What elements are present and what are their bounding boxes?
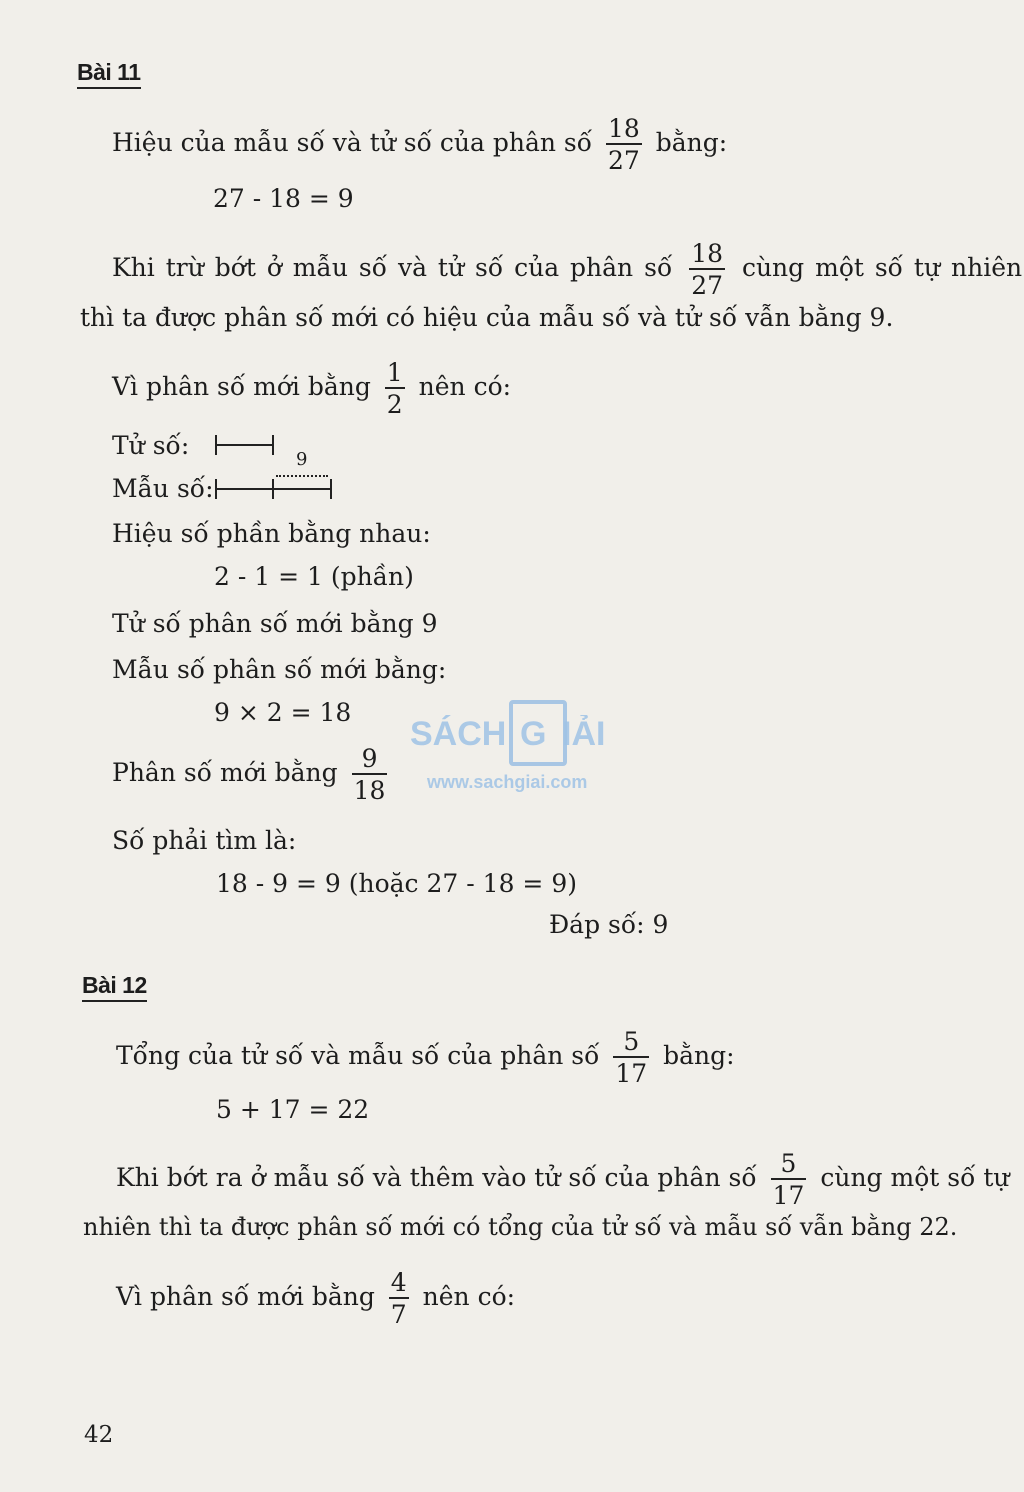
bai11-line1-text: Hiệu của mẫu số và tử số của phân số [112, 128, 593, 157]
bai12-line2-text: Khi bớt ra ở mẫu số và thêm vào tử số của phân số [116, 1163, 757, 1192]
bai11-line4-text: Vì phân số mới bằng [112, 372, 371, 401]
fraction-18-27 [689, 241, 725, 298]
bai12-line2 [116, 1151, 1009, 1208]
bai11-phan-so-moi-text: Phân số mới bằng [112, 758, 338, 787]
fraction-5-17 [613, 1029, 649, 1086]
diagram-gap-label: 9 [296, 449, 308, 470]
frac-numerator: 5 [780, 1149, 797, 1178]
frac-numerator: 18 [691, 239, 723, 268]
bai11-calc1: 27 - 18 = 9 [213, 184, 354, 213]
watermark-brand-right: IẢI [562, 715, 606, 753]
watermark-brand-left: SÁCH [410, 715, 507, 753]
bai11-line4 [112, 360, 511, 417]
bai11-line2 [112, 241, 1022, 298]
bai11-hieu-label: Hiệu số phần bằng nhau: [112, 519, 431, 548]
frac-denominator: 27 [689, 268, 725, 298]
fraction-1-2 [385, 360, 405, 417]
fraction-5-17 [771, 1151, 807, 1208]
bai11-mau-moi-calc: 9 × 2 = 18 [214, 698, 352, 727]
frac-denominator: 7 [389, 1297, 409, 1327]
bai12-line1-post: bằng: [663, 1041, 735, 1070]
bai12-line1-text: Tổng của tử số và mẫu số của phân số [116, 1041, 600, 1070]
bai11-line3: thì ta được phân số mới có hiệu của mẫu số và tử số vẫn bằng 9. [80, 303, 894, 332]
bai12-line4 [116, 1270, 515, 1327]
bai11-line4-post: nên có: [418, 372, 512, 401]
bai11-phan-so-moi [112, 746, 393, 803]
bai11-line1 [112, 116, 727, 173]
frac-denominator: 17 [771, 1178, 807, 1208]
bai12-heading: Bài 12 [82, 971, 147, 1002]
bai12-line4-post: nên có: [422, 1282, 516, 1311]
watermark-brand-mid: G [520, 715, 547, 753]
bai12-line2-post: cùng một số tự [820, 1163, 1010, 1192]
bai12-line1 [116, 1029, 735, 1086]
bai12-calc1: 5 + 17 = 22 [216, 1095, 370, 1124]
bai11-mau-moi-label: Mẫu số phân số mới bằng: [112, 655, 447, 684]
watermark-url: www.sachgiai.com [427, 772, 588, 792]
frac-numerator: 9 [361, 744, 378, 773]
frac-numerator: 18 [607, 114, 640, 143]
frac-denominator: 27 [606, 143, 642, 173]
bai11-hieu-calc: 2 - 1 = 1 (phần) [214, 562, 414, 591]
diagram-mau-label: Mẫu số: [112, 474, 214, 503]
bai11-heading: Bài 11 [77, 58, 141, 89]
frac-numerator: 4 [390, 1268, 407, 1297]
bai11-line1-post: bằng: [655, 128, 728, 157]
bai11-line2-post: cùng một số tự nhiên [741, 253, 1023, 282]
frac-numerator: 5 [623, 1027, 640, 1056]
bai12-line4-text: Vì phân số mới bằng [116, 1282, 375, 1311]
fraction-18-27 [606, 116, 642, 173]
bai11-tu-moi: Tử số phân số mới bằng 9 [112, 609, 438, 638]
bai11-line2-text: Khi trừ bớt ở mẫu số và tử số của phân số [112, 253, 673, 282]
frac-denominator: 17 [613, 1056, 649, 1086]
fraction-4-7 [389, 1270, 409, 1327]
diagram-tu-label: Tử số: [112, 431, 190, 460]
bai11-so-phai-tim-calc: 18 - 9 = 9 (hoặc 27 - 18 = 9) [216, 869, 577, 898]
frac-denominator: 18 [352, 773, 388, 803]
bai11-so-phai-tim-label: Số phải tìm là: [112, 826, 297, 855]
page-number: 42 [84, 1422, 114, 1448]
frac-numerator: 1 [386, 358, 403, 387]
frac-denominator: 2 [385, 387, 405, 417]
bai12-line3: nhiên thì ta được phân số mới có tổng của tử số và mẫu số vẫn bằng 22. [83, 1213, 958, 1241]
bai11-answer: Đáp số: 9 [549, 910, 669, 939]
fraction-9-18 [352, 746, 388, 803]
